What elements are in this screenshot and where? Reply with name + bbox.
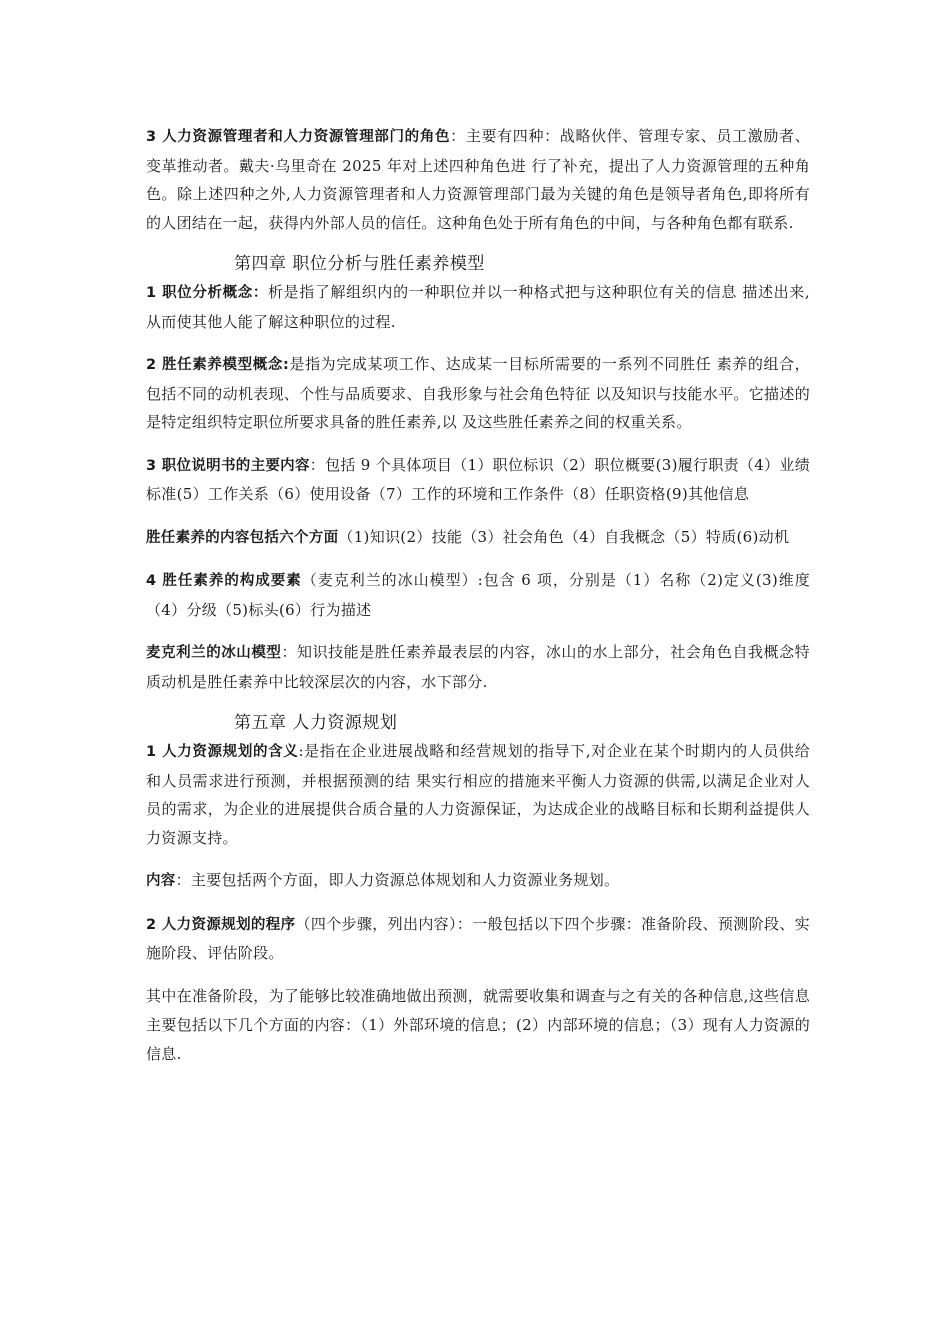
paragraph-hr-planning-content: [146, 866, 810, 896]
paragraph-roles: [146, 122, 810, 237]
paragraph-competency-elements: [146, 566, 810, 624]
paragraph-job-analysis: [146, 278, 810, 336]
paragraph-lead: 胜任素养的内容包括六个方面: [146, 529, 339, 546]
paragraph-text: （1)知识(2）技能（3）社会角色（4）自我概念（5）特质(6)动机: [338, 527, 790, 546]
paragraph-hr-planning-meaning: [146, 737, 810, 852]
paragraph-text: :是指在企业进展战略和经营规划的指导下,对企业在某个时期内的人员供给和人员需求进行预测，并根据预测的结 果实行相应的措施来平衡人力资源的供需,以满足企业对人员的需求，为企业的进展提供合质合量的人力资源保证，为达成企业的战略目标和长期利益提供人力资源支持。: [146, 742, 810, 847]
document-page: [146, 122, 810, 1082]
paragraph-text: 其中在准备阶段，为了能够比较准确地做出预测，就需要收集和调查与之有关的各种信息,这些信息主要包括以下几个方面的内容：（1）外部环境的信息；(2）内部环境的信息；（3）现有人力资源的信息.: [146, 986, 810, 1063]
paragraph-competency-content: [146, 523, 810, 553]
paragraph-lead: 2 胜任素养模型概念:: [146, 357, 290, 373]
paragraph-lead: 3 职位说明书的主要内容: [146, 457, 310, 474]
paragraph-text: 析是指了解组织内的一种职位并以一种格式把与这种职位有关的信息 描述出来,从而使其他人能了解这种职位的过程.: [146, 283, 810, 331]
paragraph-hr-planning-procedure: [146, 910, 810, 968]
paragraph-lead: 2 人力资源规划的程序: [146, 916, 296, 933]
paragraph-preparation-stage: [146, 982, 810, 1069]
paragraph-lead: 4 胜任素养的构成要素: [146, 573, 302, 589]
paragraph-text: ：知识技能是胜任素养最表层的内容，冰山的水上部分，社会角色自我概念特质动机是胜任素养中比较深层次的内容，水下部分.: [146, 643, 810, 691]
paragraph-lead: 1 人力资源规划的含义: [146, 744, 299, 760]
paragraph-text: （四个步骤，列出内容）：一般包括以下四个步骤：准备阶段、预测阶段、实施阶段、评估阶段。: [146, 914, 810, 962]
chapter-heading-4: 第四章 职位分析与胜任素养模型: [234, 254, 485, 274]
paragraph-text: 是指为完成某项工作、达成某一目标所需要的一系列不同胜任 素养的组合，包括不同的动机表现、个性与品质要求、自我形象与社会角色特征 以及知识与技能水平。它描述的是特定组织特定职位所要求具备的胜任素养,以 及这些胜任素养之间的权重关系。: [146, 355, 810, 431]
paragraph-job-description: [146, 451, 810, 509]
paragraph-lead: 麦克利兰的冰山模型: [146, 645, 282, 661]
paragraph-text: ：主要包括两个方面，即人力资源总体规划和人力资源业务规划。: [175, 871, 620, 889]
chapter-heading-5: 第五章 人力资源规划: [234, 713, 398, 733]
paragraph-lead: 1 职位分析概念：: [146, 285, 268, 301]
paragraph-text: ：包括 9 个具体项目（1）职位标识（2）职位概要(3)履行职责（4）业绩标准(5）工作关系（6）使用设备（7）工作的环境和工作条件（8）任职资格(9)其他信息: [146, 455, 810, 503]
paragraph-iceberg-model: [146, 638, 810, 696]
paragraph-lead: 内容: [146, 873, 176, 889]
paragraph-competency-model: [146, 350, 810, 437]
paragraph-text: （麦克利兰的冰山模型）:包含 6 项，分别是（1）名称（2)定义(3)维度（4）分级（5)标头(6）行为描述: [146, 571, 810, 619]
paragraph-text: ：主要有四种：战略伙伴、管理专家、员工激励者、变革推动者。戴夫·乌里奇在 2025 年对上述四种角色进 行了补充，提出了人力资源管理的五种角色。除上述四种之外,人力资源管理者和人力资源管理部门最为关键的角色是领导者角色,即将所有的人团结在一起，获得内外部人员的信任。这种角色处于所有角色的中间，与各种角色都有联系.: [146, 127, 810, 232]
paragraph-lead: 3 人力资源管理者和人力资源管理部门的角色: [146, 129, 451, 145]
